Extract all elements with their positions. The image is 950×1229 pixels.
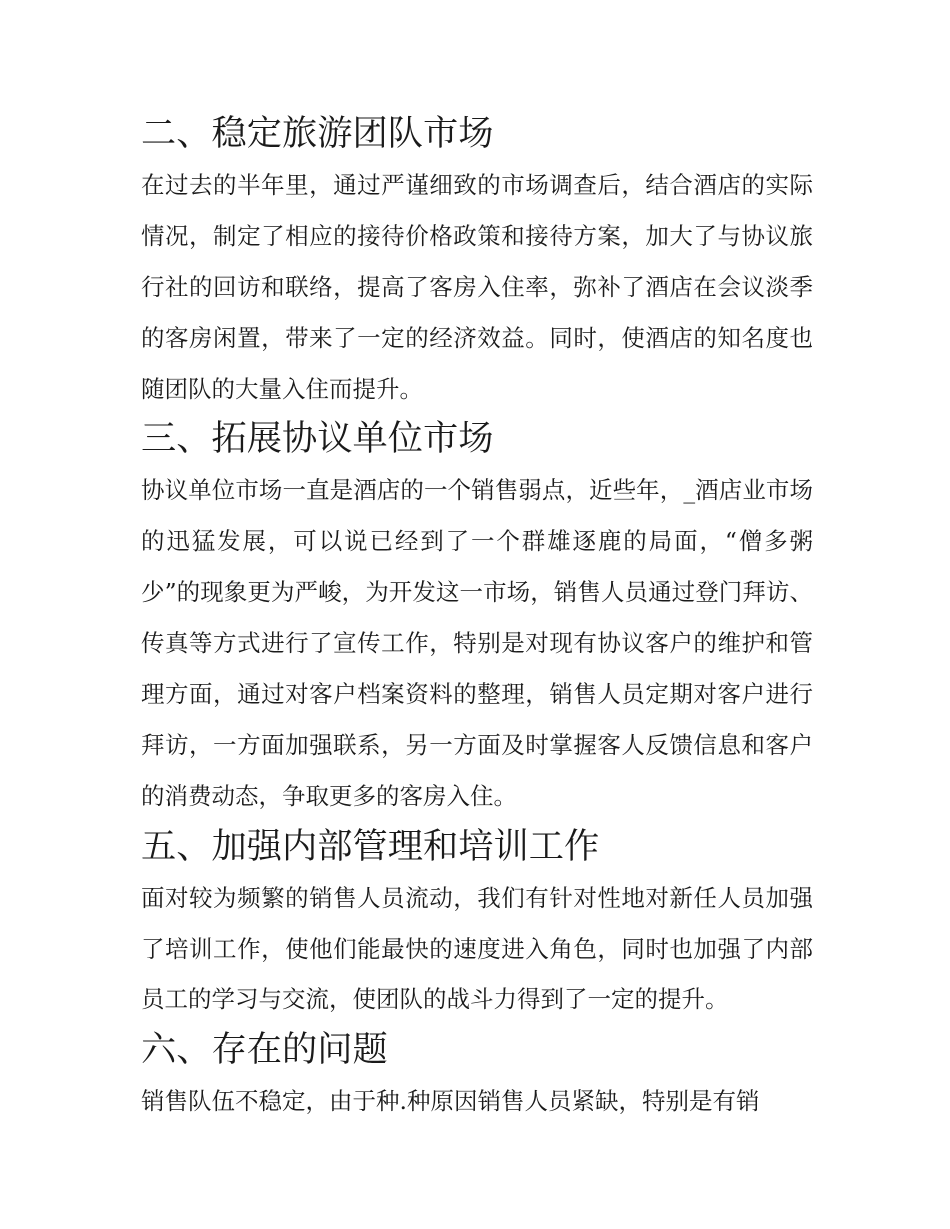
section-paragraph-existing-problems: 销售队伍不稳定，由于种.种原因销售人员紧缺，特别是有销 — [141, 1087, 760, 1116]
section-paragraph-tourism-groups: 在过去的半年里，通过严谨细致的市场调查后，结合酒店的实际情况，制定了相应的接待价格政策和接待方案，加大了与协议旅行社的回访和联络，提高了客房入住率，弥补了酒店在会议淡季的客房闲置，带来了一定的经济效益。同时，使酒店的知名度也随团队的大量入住而提升。 — [141, 170, 813, 403]
section-heading-existing-problems: 六、存在的问题 — [141, 1029, 388, 1071]
section-paragraph-internal-management: 面对较为频繁的销售人员流动，我们有针对性地对新任人员加强了培训工作，使他们能最快的速度进入角色，同时也加强了内部员工的学习与交流，使团队的战斗力得到了一定的提升。 — [141, 883, 813, 1014]
document-body — [141, 109, 813, 1127]
section-paragraph-agreement-units: 协议单位市场一直是酒店的一个销售弱点，近些年，_酒店业市场的迅猛发展，可以说已经到了一个群雄逐鹿的局面，“僧多粥少”的现象更为严峻，为开发这一市场，销售人员通过登门拜访、传真等方式进行了宣传工作，特别是对现有协议客户的维护和管理方面，通过对客户档案资料的整理，销售人员定期对客户进行拜访，一方面加强联系，另一方面及时掌握客人反馈信息和客户的消费动态，争取更多的客房入住。 — [141, 476, 813, 810]
section-heading-tourism-groups: 二、稳定旅游团队市场 — [141, 113, 494, 154]
section-heading-internal-management: 五、加强内部管理和培训工作 — [141, 825, 600, 867]
section-heading-agreement-units: 三、拓展协议单位市场 — [141, 418, 494, 460]
